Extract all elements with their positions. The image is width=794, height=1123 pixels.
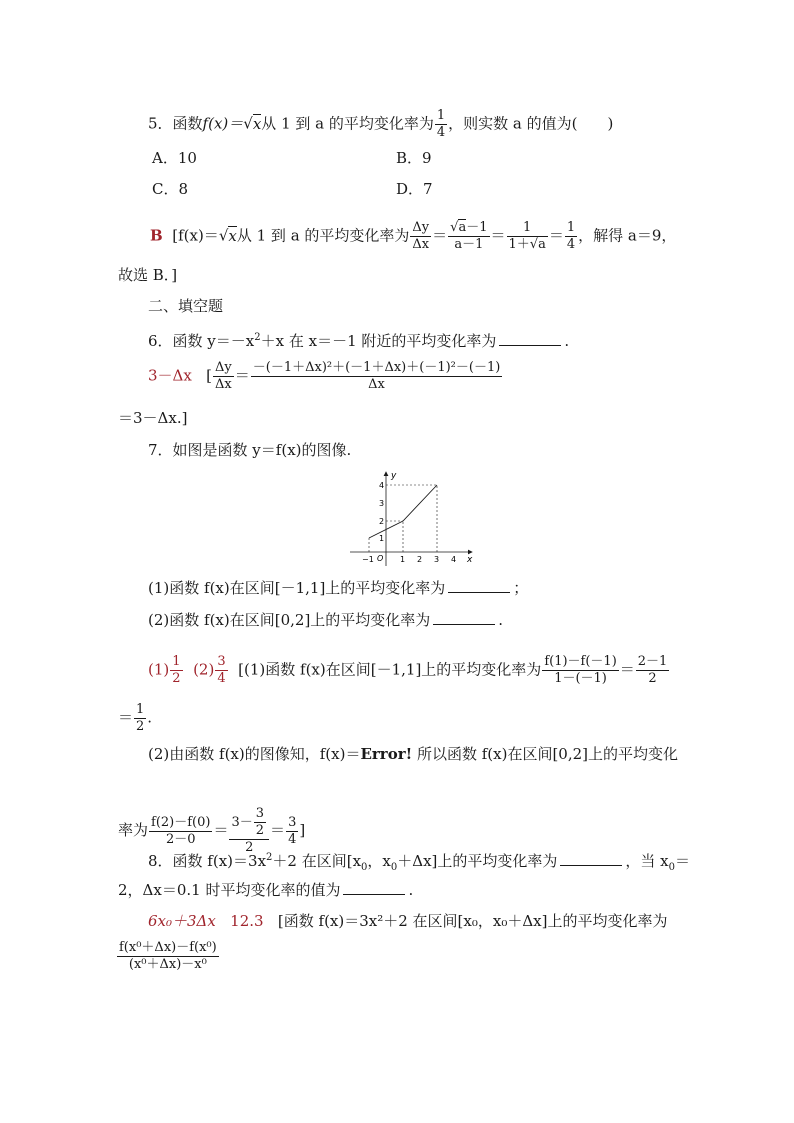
q7-sol-frac1: $\frac{f(1)-f(-1)}{1-(-1)}$ xyxy=(544,654,617,686)
equals: ＝ xyxy=(234,366,250,385)
q5-sol-frac2: $\frac{√a-1}{a-1}$ xyxy=(450,220,488,252)
q7-sol-frac5: $\frac{3}{4}$ xyxy=(288,814,297,847)
q5-fraction: $\frac{1}{4}$ xyxy=(436,108,446,140)
q7-ans1-prefix: (1) xyxy=(148,660,170,679)
q5-solution: B [f(x)＝√x从 1 到 a 的平均变化率为 $\frac{\Delta y}{\Delta x}$ ＝ $\frac{√a-1}{a-1}$ ＝ $\frac{1}{1+√a}$ ＝ $\frac{1}{4}$ ，解得 a＝9， xyxy=(150,220,677,252)
q7-sol-line2 xyxy=(118,702,152,735)
q8-text6: ＝ xyxy=(675,852,691,870)
x-tick-3: 3 xyxy=(434,555,440,564)
q8-sup: 2 xyxy=(266,852,273,863)
question-8 xyxy=(148,848,690,878)
x-tick-m1: −1 xyxy=(362,555,374,564)
option-b: B．9 xyxy=(396,149,432,167)
y-tick-3: 3 xyxy=(379,499,385,508)
y-tick-4: 4 xyxy=(379,481,385,490)
q8-text1: 8．函数 f(x)＝3x xyxy=(148,852,267,870)
equals: ＝ xyxy=(490,226,506,245)
q8-sol-frac: $\frac{\text{f(x⁰＋Δx)－f(x⁰)}}{\text{(x⁰＋Δx)－x⁰}}$ xyxy=(119,940,217,972)
q8-solution xyxy=(148,911,668,931)
option-d: D．7 xyxy=(396,180,433,198)
q7-sol-line2-end: . xyxy=(147,708,153,727)
q7-part2 xyxy=(148,610,503,630)
q6-end: . xyxy=(564,332,570,350)
equals: ＝ xyxy=(213,821,229,839)
bracket-close: ] xyxy=(299,821,306,839)
question-6 xyxy=(148,328,569,351)
answer-blank xyxy=(343,880,405,895)
q7-sol-part2-text2: 所以函数 f(x)在区间[0,2]上的平均变化 xyxy=(412,745,678,763)
answer-blank xyxy=(499,331,561,346)
question-7: 7．如图是函数 y＝f(x)的图像. xyxy=(148,441,352,459)
q5-sol-line2: 故选 B．] xyxy=(118,266,178,284)
q8-line2 xyxy=(118,880,413,900)
y-label: y xyxy=(391,471,397,481)
function-graph xyxy=(344,466,478,570)
q5-sol-radicand: x xyxy=(228,226,237,245)
answer-blank xyxy=(560,851,622,866)
x-label: x xyxy=(467,555,473,565)
q5-text: 从 1 到 a 的平均变化率为 xyxy=(261,114,434,133)
y-tick-2: 2 xyxy=(379,517,385,526)
q6-sup: 2 xyxy=(254,332,261,343)
q5-sol-text2: 从 1 到 a 的平均变化率为 xyxy=(236,226,410,245)
bracket: [ xyxy=(206,366,213,385)
q6-text1: 6．函数 y＝－x xyxy=(148,332,255,350)
section-title: 二、填空题 xyxy=(148,297,224,315)
q6-solution xyxy=(148,360,503,393)
equals: ＝ xyxy=(270,821,286,839)
q7-part2-end: . xyxy=(498,611,504,629)
equals: ＝ xyxy=(432,226,448,245)
q6-frac1: $\frac{\Delta y}{\Delta x}$ xyxy=(215,360,232,392)
q7-sol-part2-text1: (2)由函数 f(x)的图像知，f(x)＝ xyxy=(148,745,361,763)
q5-radicand: x xyxy=(252,114,262,133)
nested-frac: $\frac{3}{2}$ xyxy=(255,806,265,838)
option-a: A．10 xyxy=(152,149,197,167)
q8-sol-text: [函数 f(x)＝3x²＋2 在区间[x₀，x₀＋Δx]上的平均变化率为 xyxy=(277,912,668,930)
equals: ＝ xyxy=(548,226,564,245)
q7-ans1: $\frac{1}{2}$ xyxy=(172,654,181,686)
q8-line2-text: 2，Δx＝0.1 时平均变化率的值为 xyxy=(118,881,341,899)
q8-text2: ＋2 在区间[x xyxy=(272,852,362,870)
q5-sol-frac3: $\frac{1}{1+√a}$ xyxy=(508,220,546,252)
q5-tail: ，则实数 a 的值为( ) xyxy=(448,114,614,133)
equals: ＝ xyxy=(118,708,134,727)
q7-sol-half: $\frac{1}{2}$ xyxy=(136,702,145,734)
y-tick-1: 1 xyxy=(379,534,385,543)
q5-answer: B xyxy=(150,226,163,245)
q7-sol-frac3: $\frac{f(2)-f(0)}{2-0}$ xyxy=(151,814,211,847)
q5-sol-frac4: $\frac{1}{4}$ xyxy=(566,220,576,252)
q6-frac2: $\frac{\text{－(－1＋Δx)²＋(－1＋Δx)＋(－1)²－(－1)}}{\Delta x}$ xyxy=(252,360,501,392)
q8-line2-end: . xyxy=(408,881,414,899)
q7-sol-line4-prefix: 率为 xyxy=(118,821,149,839)
question-5: 5．函数f(x)＝√x从 1 到 a 的平均变化率为 $\frac{1}{4}$ ，则实数 a 的值为( ) xyxy=(148,108,614,140)
q5-sol-tail: ，解得 a＝9， xyxy=(578,226,677,245)
q6-answer: 3－Δx xyxy=(148,366,192,385)
q8-sub: 0 xyxy=(668,862,676,873)
q7-sol-frac2: $\frac{2-1}{2}$ xyxy=(637,654,668,686)
q5-function: f(x)＝ xyxy=(202,114,244,133)
error-text: Error! xyxy=(360,745,413,763)
answer-blank xyxy=(433,610,495,625)
answer-blank xyxy=(448,578,510,593)
q7-sol-part2 xyxy=(148,744,678,764)
q7-part1-text: (1)函数 f(x)在区间[－1,1]上的平均变化率为 xyxy=(148,579,446,597)
q5-sol-frac1: $\frac{\Delta y}{\Delta x}$ xyxy=(412,220,430,252)
q6-text2: ＋x 在 x＝－1 附近的平均变化率为 xyxy=(260,332,497,350)
q5-sol-text1: [f(x)＝ xyxy=(172,226,219,245)
q7-part2-text: (2)函数 f(x)在区间[0,2]上的平均变化率为 xyxy=(148,611,431,629)
q8-text5: ，当 x xyxy=(625,852,669,870)
q8-text3: ，x xyxy=(367,852,391,870)
q8-text4: ＋Δx]上的平均变化率为 xyxy=(397,852,558,870)
equals: ＝ xyxy=(619,660,635,679)
x-tick-2: 2 xyxy=(417,555,423,564)
origin-label: O xyxy=(377,554,384,563)
q8-sub: 0 xyxy=(390,862,398,873)
q7-part1 xyxy=(148,578,528,598)
q8-answer1: 6x₀＋3Δx xyxy=(148,912,216,930)
q7-part1-end: ； xyxy=(513,579,529,597)
q7-sol-frac4: 3－ $\frac{3}{2}$ 2 xyxy=(229,806,269,856)
option-c: C．8 xyxy=(152,180,189,198)
q8-sol-line2 xyxy=(116,940,220,973)
q7-solution xyxy=(148,654,670,687)
q8-sub: 0 xyxy=(361,862,368,873)
q6-sol-line2: ＝3－Δx.] xyxy=(118,409,188,427)
q7-ans2: $\frac{3}{4}$ xyxy=(217,654,226,686)
q7-sol-text1: [(1)函数 f(x)在区间[－1,1]上的平均变化率为 xyxy=(238,660,542,679)
q8-answer2: 12.3 xyxy=(230,912,264,930)
q5-prefix: 5．函数 xyxy=(148,114,203,133)
x-tick-4: 4 xyxy=(451,555,457,564)
x-tick-1: 1 xyxy=(400,555,406,564)
q7-ans2-prefix: (2) xyxy=(193,660,215,679)
